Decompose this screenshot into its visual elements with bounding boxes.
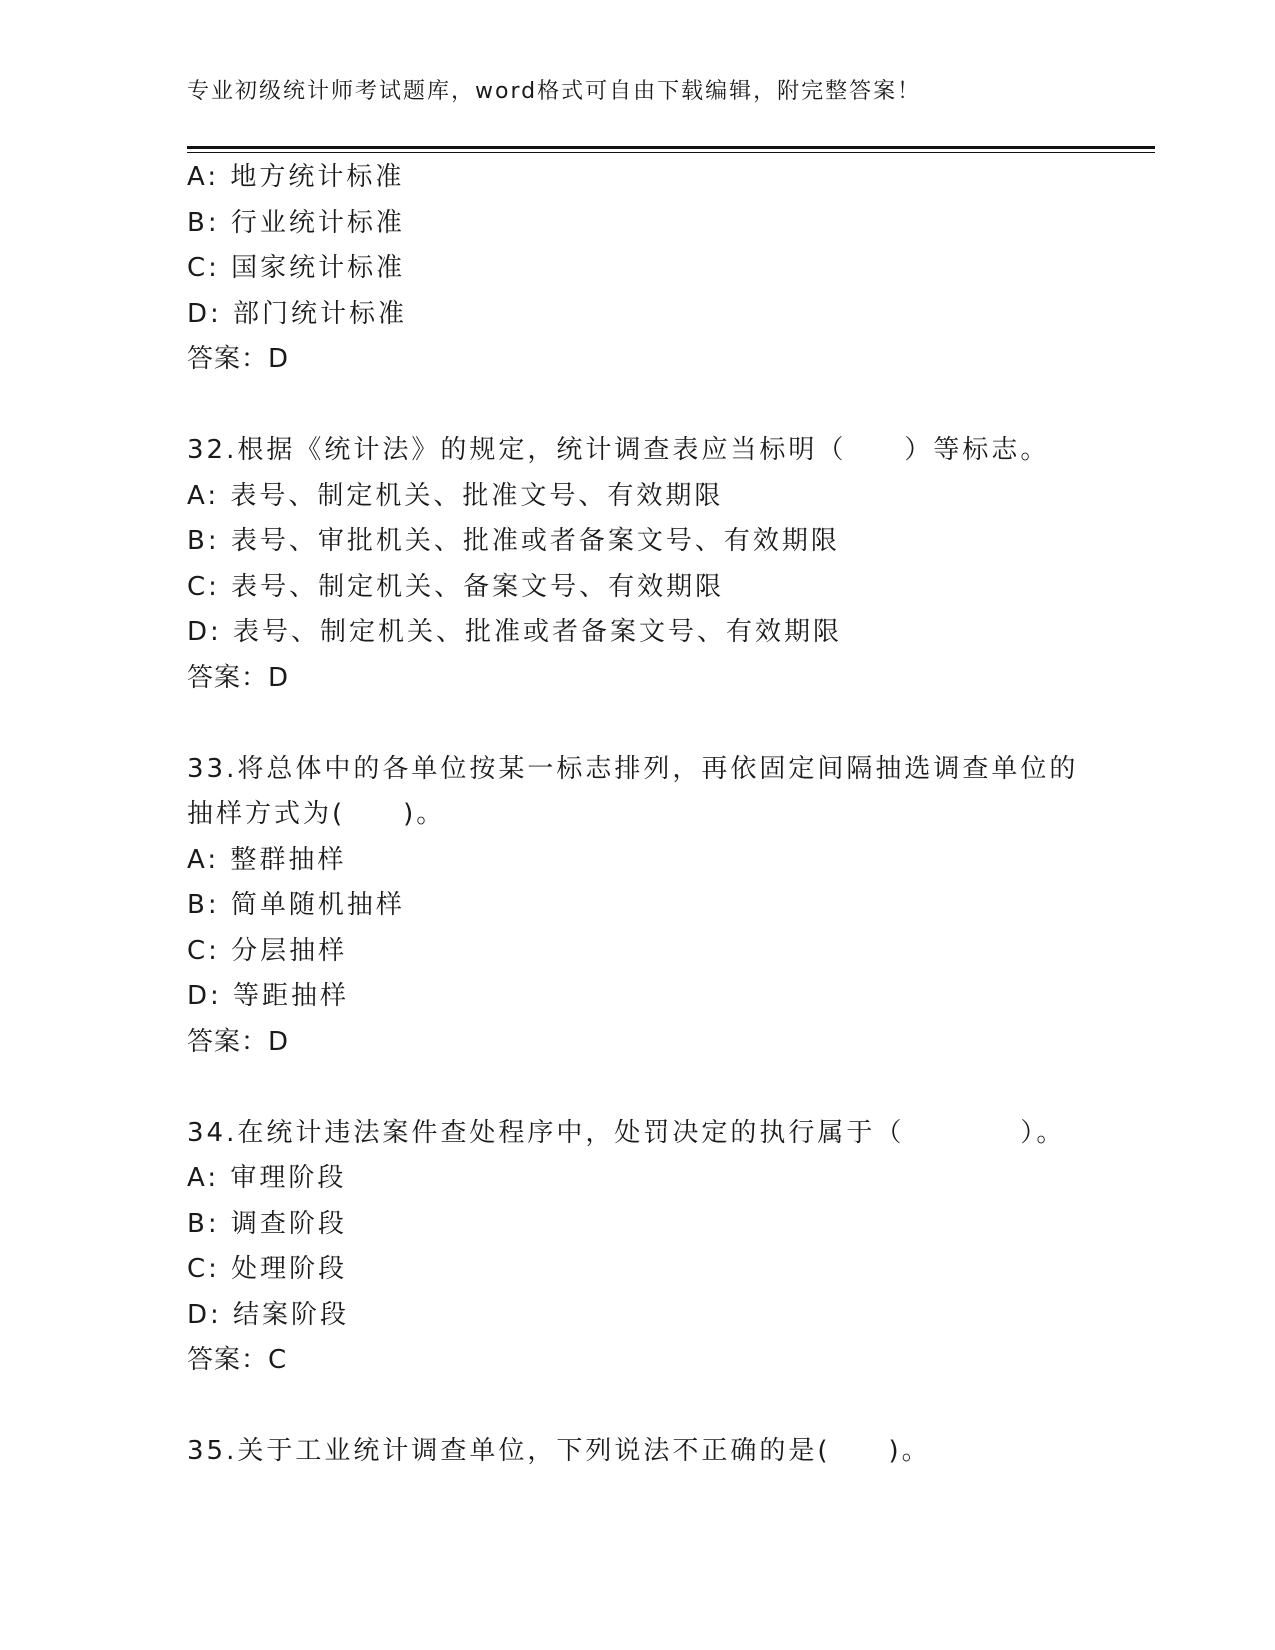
option-b: B: 行业统计标准: [187, 207, 405, 238]
spacer: [187, 383, 1155, 429]
question-34: [187, 1111, 1155, 1384]
question-text-continued: 抽样方式为( )。: [187, 799, 446, 829]
answer-line: 答案：D: [187, 344, 290, 374]
question-35: [187, 1429, 1155, 1475]
option-d: D: 等距抽样: [187, 981, 350, 1011]
question-text: 35.关于工业统计调查单位，下列说法不正确的是( )。: [187, 1436, 931, 1466]
option-d: D: 部门统计标准: [187, 298, 408, 329]
answer-line: 答案：C: [187, 1345, 288, 1375]
option-c: C: 国家统计标准: [187, 253, 406, 283]
spacer: [187, 701, 1155, 747]
option-d: D: 表号、制定机关、批准或者备案文号、有效期限: [187, 617, 843, 647]
page-header: 专业初级统计师考试题库，word格式可自由下载编辑，附完整答案！: [187, 79, 922, 104]
header-rule-thick: [187, 146, 1155, 149]
option-a: A: 地方统计标准: [187, 162, 405, 192]
spacer: [187, 1065, 1155, 1111]
option-c: C: 表号、制定机关、备案文号、有效期限: [187, 571, 725, 602]
option-b: B: 表号、审批机关、批准或者备案文号、有效期限: [187, 526, 840, 556]
option-a: A: 表号、制定机关、批准文号、有效期限: [187, 480, 724, 511]
spacer: [187, 1384, 1155, 1430]
question-text: 33.将总体中的各单位按某一标志排列，再依固定间隔抽选调查单位的: [187, 753, 1079, 784]
document-body: [187, 155, 1155, 1475]
option-c: C: 分层抽样: [187, 935, 348, 966]
question-text: 32.根据《统计法》的规定，统计调查表应当标明（ ）等标志。: [187, 435, 1050, 465]
question-text: 34.在统计违法案件查处程序中，处罚决定的执行属于（ ）。: [187, 1117, 1066, 1148]
question-31-continuation: [187, 155, 1155, 383]
option-a: A: 审理阶段: [187, 1163, 347, 1193]
option-b: B: 调查阶段: [187, 1208, 347, 1239]
answer-line: 答案：D: [187, 1026, 290, 1057]
header-rule-thin: [187, 152, 1155, 153]
answer-line: 答案：D: [187, 662, 290, 693]
question-32: [187, 428, 1155, 701]
option-b: B: 简单随机抽样: [187, 890, 405, 920]
option-d: D: 结案阶段: [187, 1299, 350, 1330]
option-c: C: 处理阶段: [187, 1254, 348, 1284]
option-a: A: 整群抽样: [187, 844, 347, 875]
question-33: [187, 747, 1155, 1066]
